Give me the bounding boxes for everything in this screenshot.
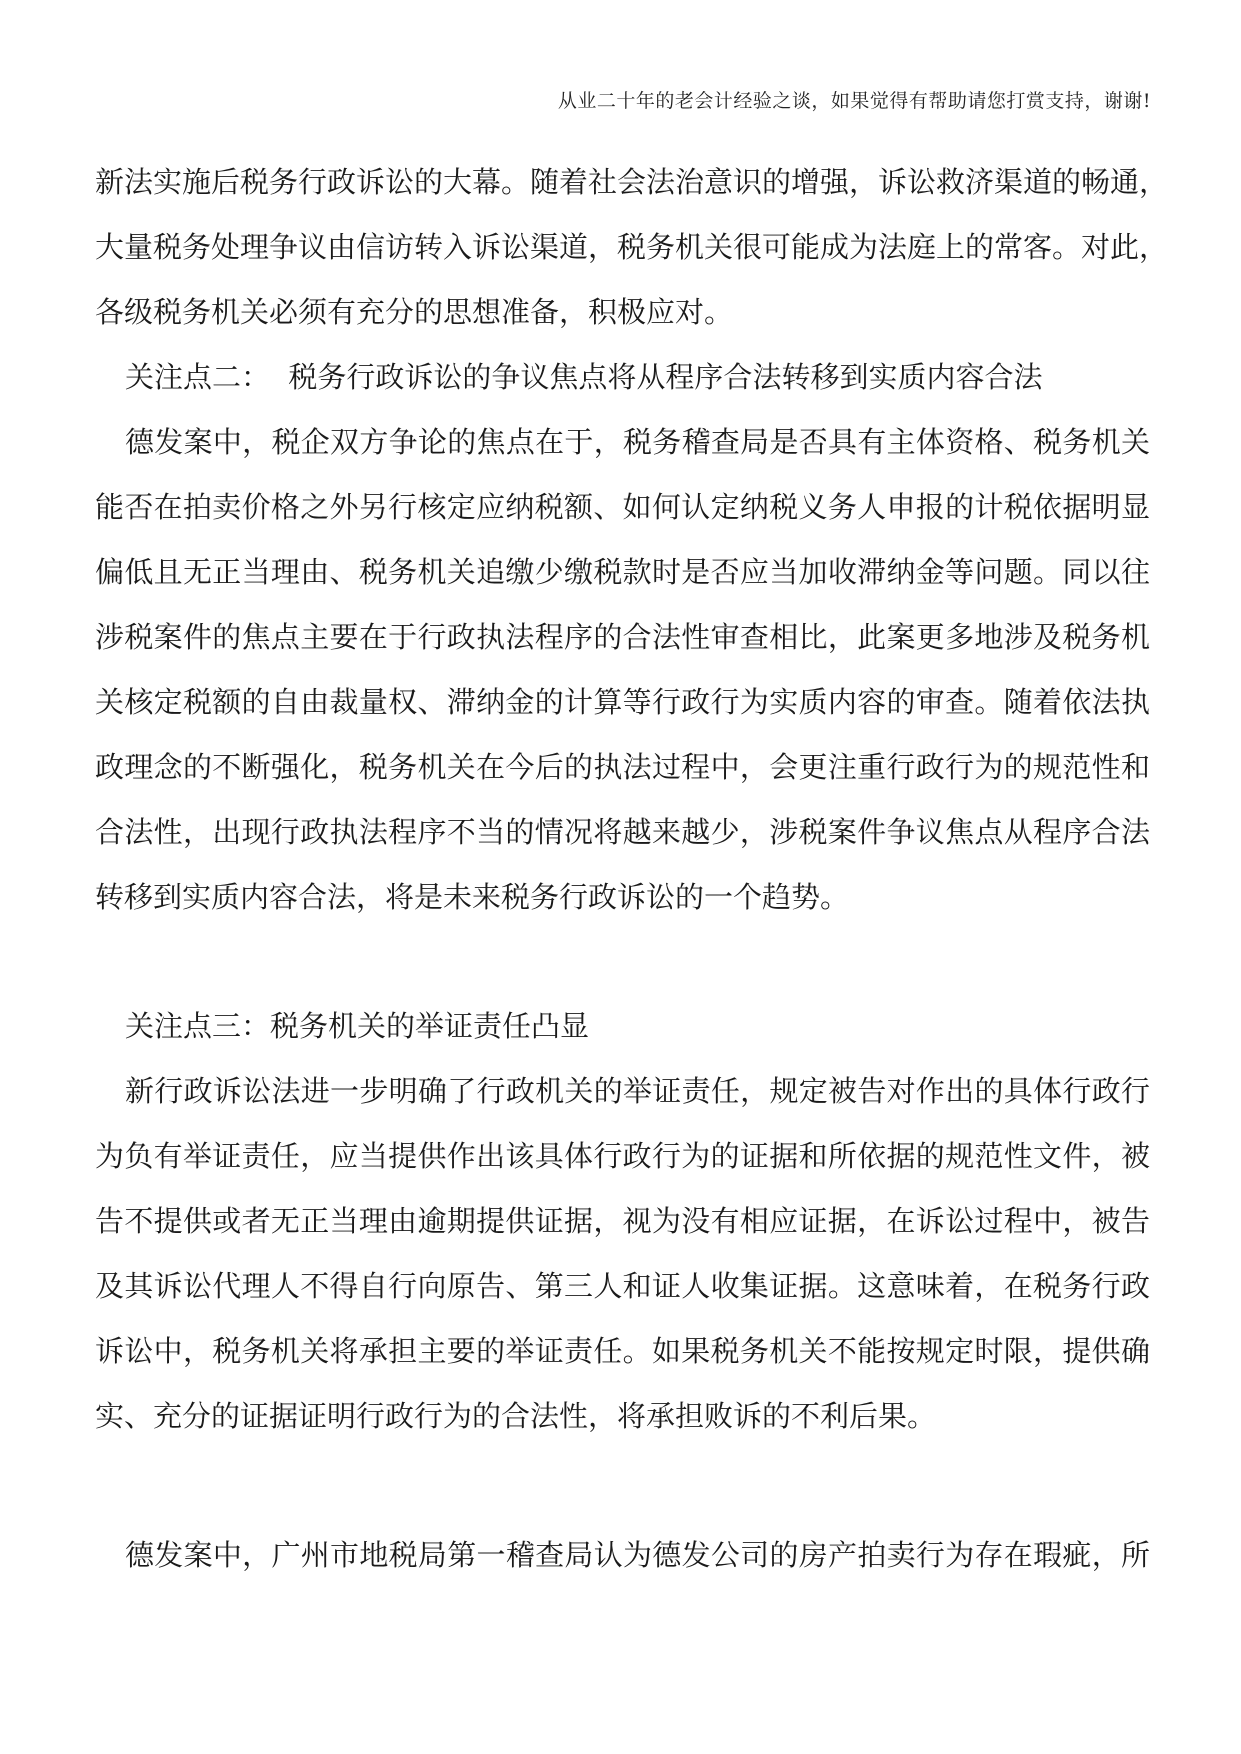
text-line: 为负有举证责任，应当提供作出该具体行政行为的证据和所依据的规范性文件，被 xyxy=(95,1139,1150,1173)
text-line: 告不提供或者无正当理由逾期提供证据，视为没有相应证据，在诉讼过程中，被告 xyxy=(95,1204,1150,1238)
paragraph-3 xyxy=(95,1059,1150,1449)
text-line: 实、充分的证据证明行政行为的合法性，将承担败诉的不利后果。 xyxy=(95,1399,937,1433)
text-line: 涉税案件的焦点主要在于行政执法程序的合法性审查相比，此案更多地涉及税务机 xyxy=(95,620,1150,654)
section-heading-3 xyxy=(95,994,1150,1059)
paragraph-1 xyxy=(95,150,1169,345)
text-line: 能否在拍卖价格之外另行核定应纳税额、如何认定纳税义务人申报的计税依据明显 xyxy=(95,490,1150,524)
text-line: 新法实施后税务行政诉讼的大幕。随着社会法治意识的增强，诉讼救济渠道的畅通， xyxy=(95,165,1169,199)
paragraph-4 xyxy=(95,1523,1150,1588)
paragraph-2 xyxy=(95,410,1150,930)
text-line: 新行政诉讼法进一步明确了行政机关的举证责任，规定被告对作出的具体行政行 xyxy=(125,1074,1150,1108)
section-heading-2 xyxy=(95,345,1150,410)
text-line: 诉讼中，税务机关将承担主要的举证责任。如果税务机关不能按规定时限，提供确 xyxy=(95,1334,1150,1368)
heading-text: 关注点二： 税务行政诉讼的争议焦点将从程序合法转移到实质内容合法 xyxy=(125,360,1043,394)
text-line: 转移到实质内容合法，将是未来税务行政诉讼的一个趋势。 xyxy=(95,880,850,914)
text-line: 关核定税额的自由裁量权、滞纳金的计算等行政行为实质内容的审查。随着依法执 xyxy=(95,685,1150,719)
text-line: 偏低且无正当理由、税务机关追缴少缴税款时是否应当加收滞纳金等问题。同以往 xyxy=(95,555,1150,589)
heading-text: 关注点三：税务机关的举证责任凸显 xyxy=(125,1009,590,1043)
paragraph-spacer xyxy=(95,930,1150,994)
text-line: 各级税务机关必须有充分的思想准备，积极应对。 xyxy=(95,295,734,329)
text-line: 大量税务处理争议由信访转入诉讼渠道，税务机关很可能成为法庭上的常客。对此， xyxy=(95,230,1169,264)
paragraph-spacer xyxy=(95,1449,1150,1523)
document-body xyxy=(95,150,1169,1588)
text-line: 德发案中，税企双方争论的焦点在于，税务稽查局是否具有主体资格、税务机关 xyxy=(125,425,1150,459)
text-line: 政理念的不断强化，税务机关在今后的执法过程中，会更注重行政行为的规范性和 xyxy=(95,750,1150,784)
page-header: 从业二十年的老会计经验之谈，如果觉得有帮助请您打赏支持，谢谢! xyxy=(557,90,1151,112)
text-line: 德发案中，广州市地税局第一稽查局认为德发公司的房产拍卖行为存在瑕疵，所 xyxy=(125,1538,1150,1572)
text-line: 合法性，出现行政执法程序不当的情况将越来越少，涉税案件争议焦点从程序合法 xyxy=(95,815,1150,849)
text-line: 及其诉讼代理人不得自行向原告、第三人和证人收集证据。这意味着，在税务行政 xyxy=(95,1269,1150,1303)
